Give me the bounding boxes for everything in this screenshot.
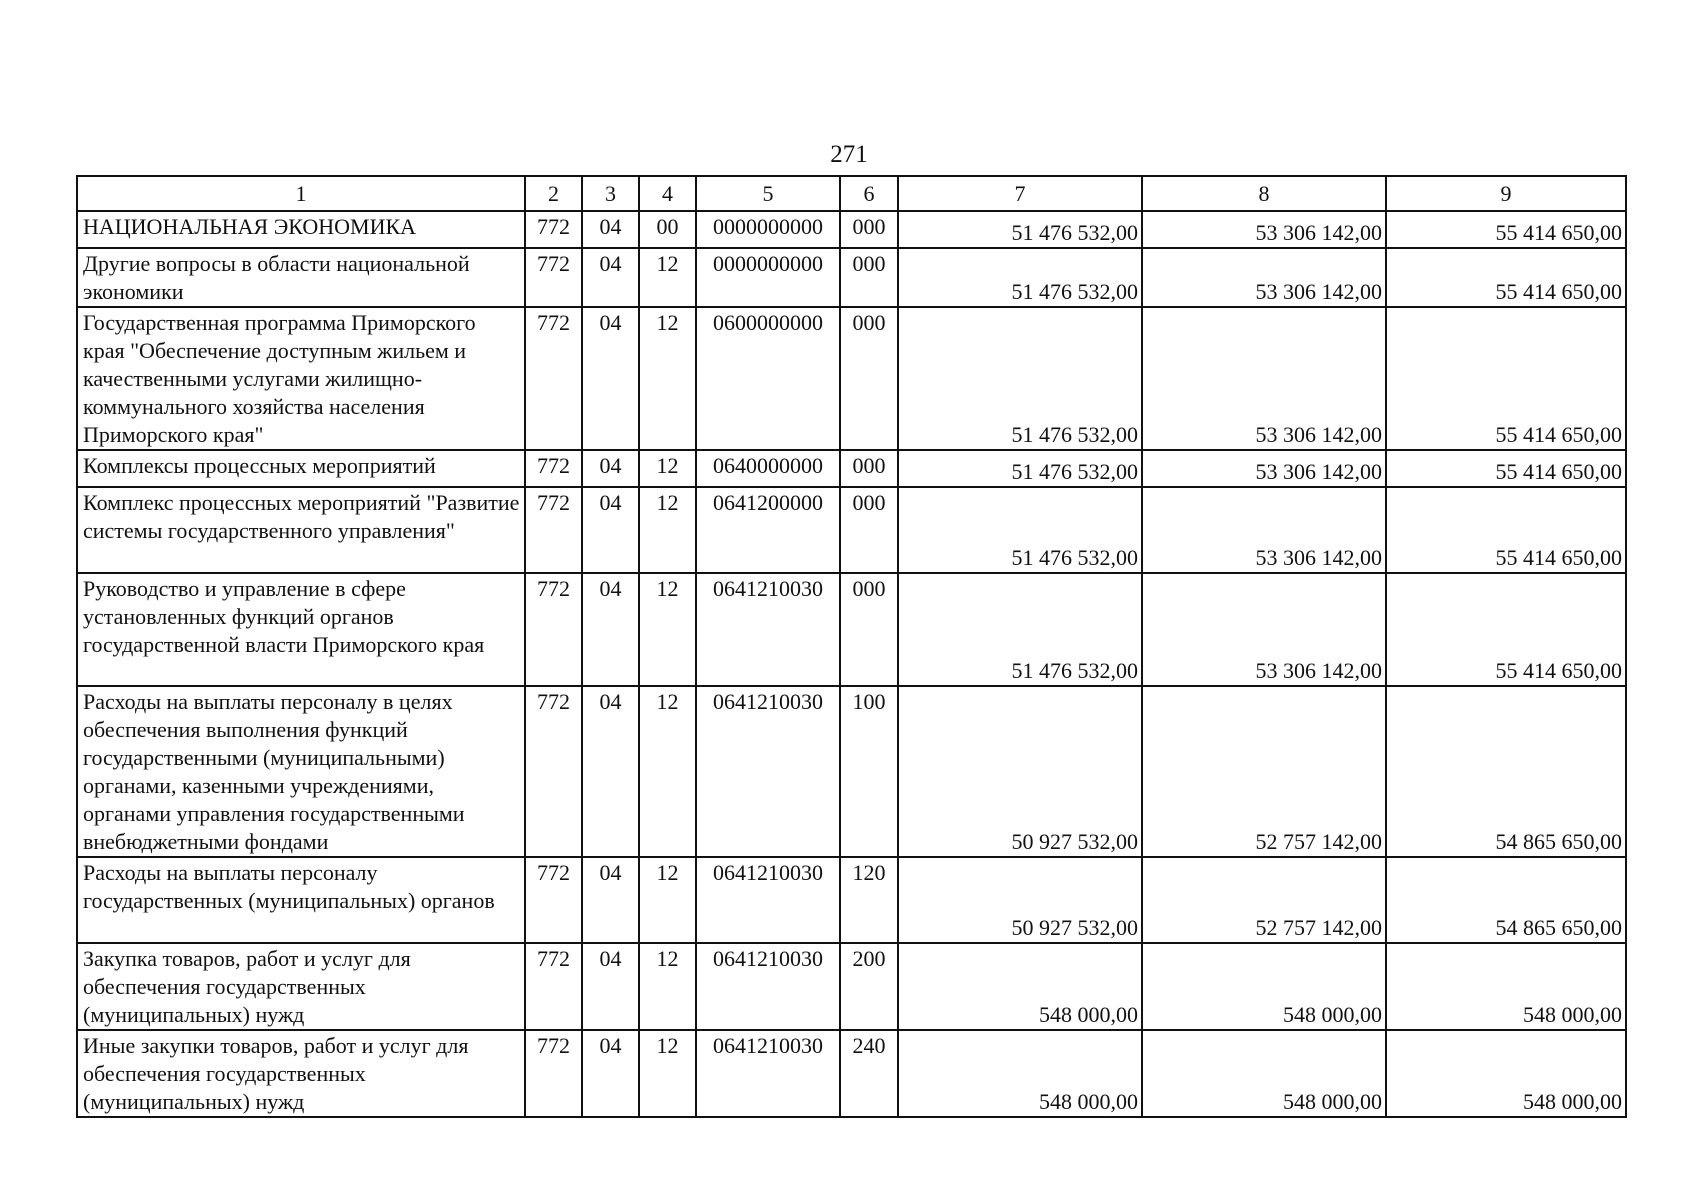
subsection-code: 12 — [639, 943, 696, 1030]
expense-type-code: 000 — [840, 450, 898, 487]
expense-type-code: 000 — [840, 307, 898, 450]
section-code: 04 — [582, 686, 639, 857]
target-item-code: 0641210030 — [696, 857, 840, 943]
amount-column-9: 54 865 650,00 — [1386, 686, 1626, 857]
table-row — [77, 307, 1626, 450]
amount-column-8: 548 000,00 — [1142, 1030, 1386, 1117]
column-number: 4 — [639, 176, 696, 211]
table-row — [77, 686, 1626, 857]
target-item-code: 0641210030 — [696, 573, 840, 686]
expense-name: Расходы на выплаты персоналу государственных (муниципальных) органов — [77, 857, 525, 943]
expense-type-code: 000 — [840, 487, 898, 573]
section-code: 04 — [582, 307, 639, 450]
amount-column-8: 53 306 142,00 — [1142, 573, 1386, 686]
ministry-code: 772 — [525, 686, 582, 857]
amount-column-9: 548 000,00 — [1386, 943, 1626, 1030]
column-number: 2 — [525, 176, 582, 211]
expense-name: Закупка товаров, работ и услуг для обеспечения государственных (муниципальных) нужд — [77, 943, 525, 1030]
expense-type-code: 000 — [840, 248, 898, 307]
table-row — [77, 487, 1626, 573]
subsection-code: 12 — [639, 857, 696, 943]
expense-type-code: 100 — [840, 686, 898, 857]
amount-column-9: 55 414 650,00 — [1386, 307, 1626, 450]
subsection-code: 12 — [639, 1030, 696, 1117]
column-number-row — [77, 176, 1626, 211]
amount-column-7: 50 927 532,00 — [898, 857, 1142, 943]
section-code: 04 — [582, 211, 639, 248]
subsection-code: 12 — [639, 450, 696, 487]
column-number: 3 — [582, 176, 639, 211]
ministry-code: 772 — [525, 211, 582, 248]
amount-column-9: 55 414 650,00 — [1386, 450, 1626, 487]
page-number: 271 — [830, 141, 868, 168]
section-code: 04 — [582, 857, 639, 943]
expense-name: Комплекс процессных мероприятий "Развитие системы государственного управления" — [77, 487, 525, 573]
subsection-code: 00 — [639, 211, 696, 248]
section-code: 04 — [582, 573, 639, 686]
table-row — [77, 573, 1626, 686]
amount-column-8: 52 757 142,00 — [1142, 686, 1386, 857]
amount-column-7: 51 476 532,00 — [898, 573, 1142, 686]
amount-column-7: 548 000,00 — [898, 943, 1142, 1030]
section-code: 04 — [582, 450, 639, 487]
amount-column-7: 51 476 532,00 — [898, 487, 1142, 573]
amount-column-9: 55 414 650,00 — [1386, 211, 1626, 248]
section-code: 04 — [582, 248, 639, 307]
amount-column-7: 51 476 532,00 — [898, 248, 1142, 307]
column-number: 9 — [1386, 176, 1626, 211]
table-row — [77, 1030, 1626, 1117]
expense-name: НАЦИОНАЛЬНАЯ ЭКОНОМИКА — [77, 211, 525, 248]
amount-column-7: 51 476 532,00 — [898, 450, 1142, 487]
expense-type-code: 200 — [840, 943, 898, 1030]
ministry-code: 772 — [525, 307, 582, 450]
ministry-code: 772 — [525, 857, 582, 943]
table-row — [77, 857, 1626, 943]
expense-name: Руководство и управление в сфере установленных функций органов государственной власти Приморского края — [77, 573, 525, 686]
amount-column-7: 51 476 532,00 — [898, 211, 1142, 248]
amount-column-8: 53 306 142,00 — [1142, 450, 1386, 487]
target-item-code: 0640000000 — [696, 450, 840, 487]
amount-column-9: 55 414 650,00 — [1386, 248, 1626, 307]
amount-column-9: 54 865 650,00 — [1386, 857, 1626, 943]
amount-column-7: 50 927 532,00 — [898, 686, 1142, 857]
table-row — [77, 211, 1626, 248]
amount-column-7: 548 000,00 — [898, 1030, 1142, 1117]
ministry-code: 772 — [525, 573, 582, 686]
section-code: 04 — [582, 487, 639, 573]
amount-column-9: 55 414 650,00 — [1386, 573, 1626, 686]
amount-column-8: 53 306 142,00 — [1142, 248, 1386, 307]
expense-name: Комплексы процессных мероприятий — [77, 450, 525, 487]
target-item-code: 0641210030 — [696, 943, 840, 1030]
amount-column-8: 53 306 142,00 — [1142, 307, 1386, 450]
amount-column-8: 548 000,00 — [1142, 943, 1386, 1030]
budget-table — [76, 175, 1627, 1118]
table-row — [77, 943, 1626, 1030]
subsection-code: 12 — [639, 487, 696, 573]
expense-type-code: 120 — [840, 857, 898, 943]
expense-name: Государственная программа Приморского края "Обеспечение доступным жильем и качественными услугами жилищно-коммунального хозяйства населения Приморского края" — [77, 307, 525, 450]
target-item-code: 0000000000 — [696, 248, 840, 307]
target-item-code: 0641200000 — [696, 487, 840, 573]
amount-column-9: 55 414 650,00 — [1386, 487, 1626, 573]
ministry-code: 772 — [525, 943, 582, 1030]
table-row — [77, 248, 1626, 307]
amount-column-7: 51 476 532,00 — [898, 307, 1142, 450]
expense-name: Расходы на выплаты персоналу в целях обеспечения выполнения функций государственными (муниципальными) органами, казенными учреждениями, органами управления государственными внебюджетными фондами — [77, 686, 525, 857]
subsection-code: 12 — [639, 307, 696, 450]
expense-name: Иные закупки товаров, работ и услуг для обеспечения государственных (муниципальных) нужд — [77, 1030, 525, 1117]
ministry-code: 772 — [525, 487, 582, 573]
column-number: 6 — [840, 176, 898, 211]
expense-type-code: 240 — [840, 1030, 898, 1117]
column-number: 1 — [77, 176, 525, 211]
target-item-code: 0600000000 — [696, 307, 840, 450]
ministry-code: 772 — [525, 450, 582, 487]
target-item-code: 0641210030 — [696, 1030, 840, 1117]
ministry-code: 772 — [525, 248, 582, 307]
section-code: 04 — [582, 1030, 639, 1117]
subsection-code: 12 — [639, 248, 696, 307]
target-item-code: 0000000000 — [696, 211, 840, 248]
expense-name: Другие вопросы в области национальной экономики — [77, 248, 525, 307]
expense-type-code: 000 — [840, 573, 898, 686]
subsection-code: 12 — [639, 573, 696, 686]
expense-type-code: 000 — [840, 211, 898, 248]
section-code: 04 — [582, 943, 639, 1030]
table-row — [77, 450, 1626, 487]
column-number: 5 — [696, 176, 840, 211]
column-number: 8 — [1142, 176, 1386, 211]
amount-column-8: 52 757 142,00 — [1142, 857, 1386, 943]
amount-column-8: 53 306 142,00 — [1142, 487, 1386, 573]
amount-column-8: 53 306 142,00 — [1142, 211, 1386, 248]
subsection-code: 12 — [639, 686, 696, 857]
amount-column-9: 548 000,00 — [1386, 1030, 1626, 1117]
ministry-code: 772 — [525, 1030, 582, 1117]
column-number: 7 — [898, 176, 1142, 211]
target-item-code: 0641210030 — [696, 686, 840, 857]
